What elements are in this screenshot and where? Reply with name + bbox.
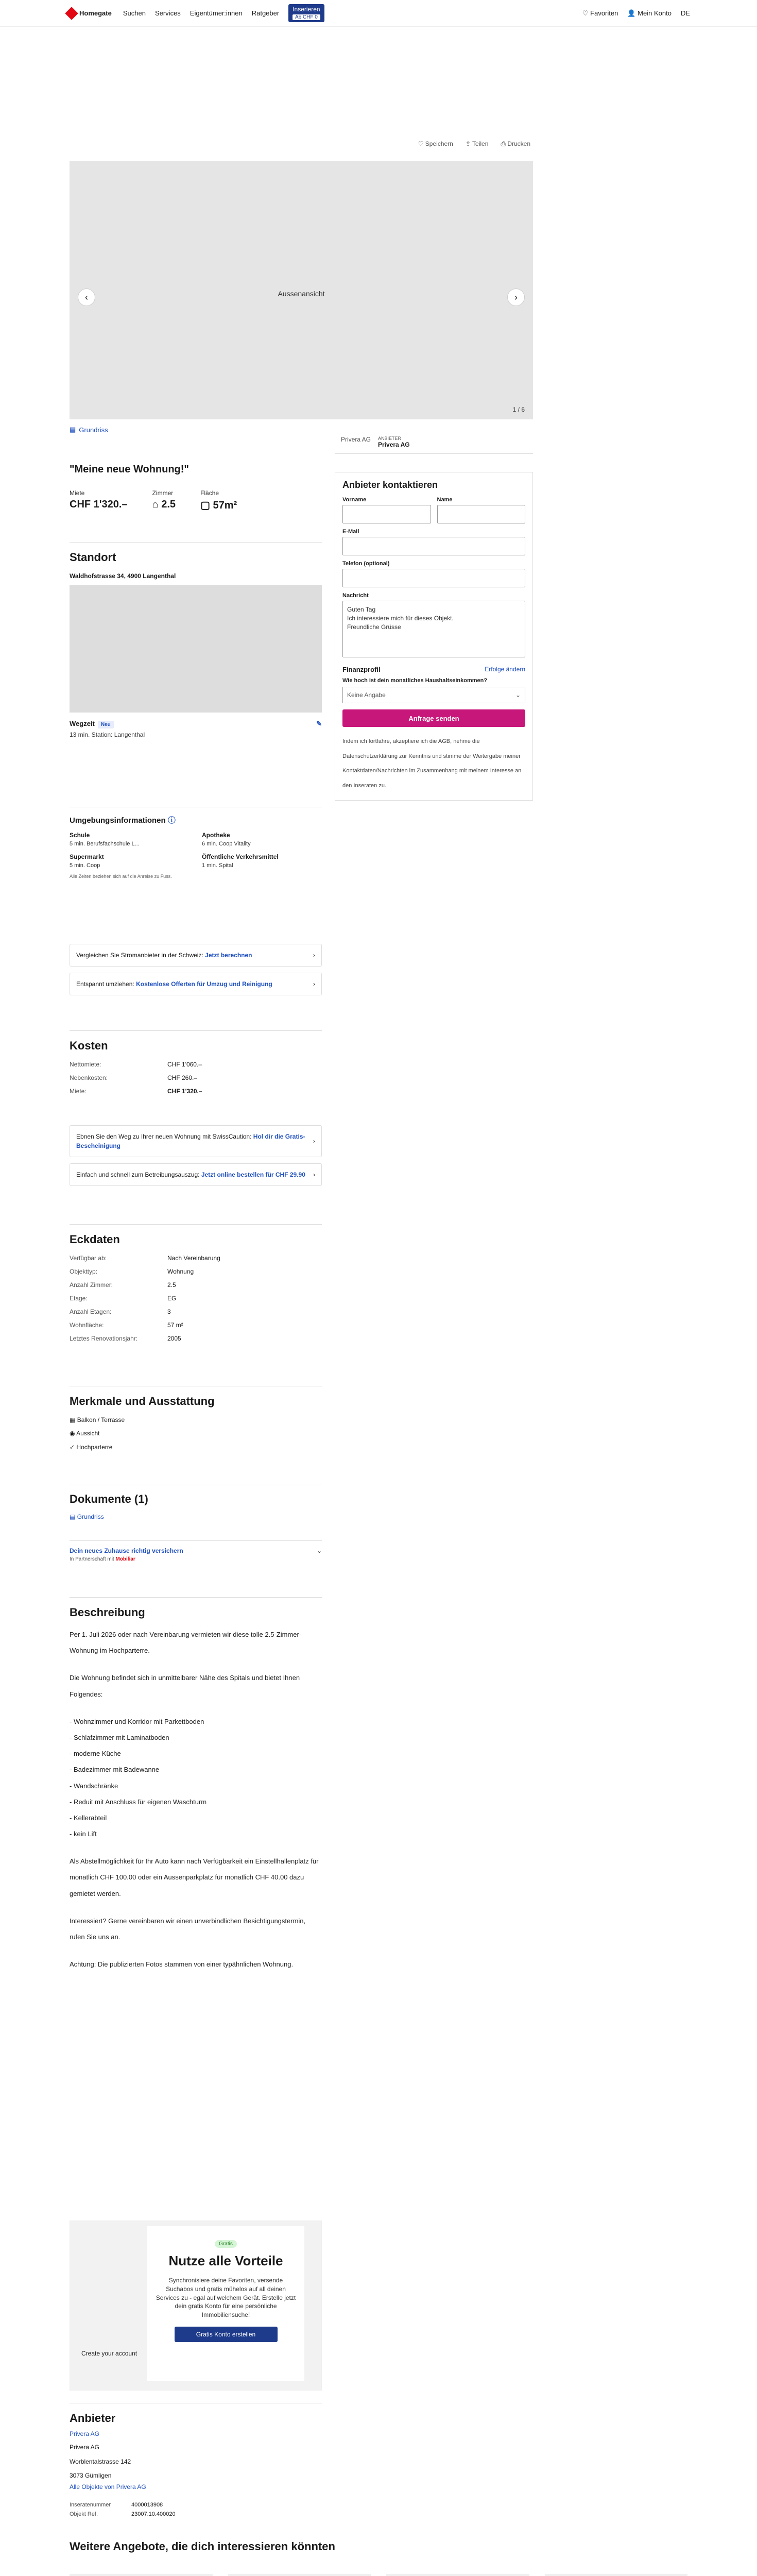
promo-list-2 [70, 1125, 322, 1186]
language-select[interactable]: DE [680, 9, 690, 17]
homegate-logo[interactable]: Homegate [67, 9, 112, 18]
offer-card[interactable] [386, 2574, 529, 2576]
costs-section: Kosten Nettomiete: CHF 1'060.– Nebenkosten: CHF 260.– Miete: CHF 1'320.– [70, 1030, 322, 1095]
logo-mark-icon [65, 7, 78, 20]
surroundings-section: Umgebungsinformationen ⓘ Schule 5 min. Berufsfachschule L... Apotheke 6 min. Coop Vitality Supermarkt 5 min. Coop Öffentliche Verkehrsmittel 1 min. Spital Alle Zeiten beziehen sich auf die Anreise zu Fuss. [70, 807, 322, 879]
heart-icon: ♡ [582, 9, 589, 17]
chevron-right-icon: › [313, 1171, 315, 1178]
contact-form: Anbieter kontaktieren Vorname Name E-Mail Telefon (optional) Nachricht Guten Tag Ich interessiere mich für dieses Objekt. Freundliche Grüsse Finanzprofil Erfolge ändern Wie hoch ist dein monatliches Haushaltseinkommen? Keine Angabe ⌄ Anfrage senden Indem ich fortfahre, akzeptiere ich die AGB, nehme die Datenschutzerklärung zur Kenntnis und stimme der Weitergabe meiner Kontaktdaten/Nachrichten im Zusammenhang mit meinem Interesse an den Inseraten zu. [335, 472, 533, 801]
chevron-right-icon: › [313, 980, 315, 988]
area-icon: ▢ [200, 500, 210, 511]
send-request-button[interactable]: Anfrage senden [342, 709, 525, 727]
gallery-counter: 1 / 6 [512, 406, 525, 413]
nav-ratgeber[interactable]: Ratgeber [251, 9, 280, 17]
provider-name-link[interactable]: Privera AG [70, 2430, 100, 2437]
nav-eigentuemer[interactable]: Eigentümer:innen [190, 9, 243, 17]
chevron-right-icon: › [313, 1138, 315, 1145]
promo-strom[interactable]: Vergleichen Sie Stromanbieter in der Schweiz: Jetzt berechnen › [70, 944, 322, 967]
promo-umzug[interactable]: Entspannt umziehen: Kostenlose Offerten für Umzug und Reinigung › [70, 973, 322, 995]
offer-card[interactable] [545, 2574, 688, 2576]
nav-services[interactable]: Services [154, 9, 181, 17]
print-button[interactable]: ⎙ Drucken [501, 140, 530, 147]
promo-list-1 [70, 944, 322, 995]
favorites-link[interactable]: ♡ Favoriten [582, 9, 618, 17]
listing-actions [418, 140, 530, 148]
contact-heading: Anbieter kontaktieren [342, 480, 438, 490]
insurance-banner[interactable]: Dein neues Zuhause richtig versichern In Partnerschaft mit Mobiliar ⌄ [70, 1540, 322, 1562]
description-section: Beschreibung Per 1. Juli 2026 oder nach Vereinbarung vermieten wir diese tolle 2.5-Zimmer-Wohnung im Hochparterre. Die Wohnung befindet sich in unmittelbarer Nähe des Spitals und bietet Ihnen Folgendes: - Wohnzimmer und Korridor mit Parkettboden - Schlafzimmer mit Laminatboden - moderne Küche - Badezimmer mit Badewanne - Wandschränke - Reduit mit Anschluss für eigenen Waschturm - Kellerabteil - kein Lift Als Abstellmöglichkeit für Ihr Auto kann nach Verfügbarkeit ein Einstellhallenplatz für monatlich CHF 100.00 oder ein Aussenparkplatz für monatlich CHF 40.00 dazu gemietet werden. Interessiert? Gerne vereinbaren wir einen unverbindlichen Besichtigungstermin, rufen Sie uns an. Achtung: Die publizierten Fotos stammen von einer typähnlichen Wohnung. [70, 1597, 322, 1984]
phone-input[interactable] [342, 569, 525, 587]
message-textarea[interactable]: Guten Tag Ich interessiere mich für dieses Objekt. Freundliche Grüsse [342, 601, 525, 657]
check-icon: ✓ [70, 1443, 75, 1451]
top-navigation [0, 0, 757, 27]
share-button[interactable]: ⇪ Teilen [465, 140, 489, 147]
provider-section: Anbieter Privera AG Privera AG Worblentalstrasse 142 3073 Gümligen Alle Objekte von Privera AG Inseratenummer 4000013908 Objekt Ref. 23007.10.400020 [70, 2403, 322, 2517]
offer-card[interactable] [70, 2574, 213, 2576]
user-icon: 👤 [627, 9, 636, 17]
key-facts: Miete CHF 1'320.– Zimmer ⌂ 2.5 Fläche ▢ 57m² [70, 489, 237, 511]
document-link[interactable]: ▤ Grundriss [70, 1513, 104, 1520]
gallery-caption: Aussenansicht [278, 290, 325, 298]
legal-notice: Indem ich fortfahre, akzeptiere ich die AGB, nehme die Datenschutzerklärung zur Kenntnis und stimme der Weitergabe meiner Kontaktdaten/Nachrichten im Zusammenhang mit meinem Interesse an den Inseraten zu. [342, 738, 522, 789]
details-section: Eckdaten Verfügbar ab: Nach Vereinbarung Objekttyp: Wohnung Anzahl Zimmer: 2.5 Etage: EG Anzahl Etagen: 3 Wohnfläche: 57 m² Letztes Renovationsjahr: 2005 [70, 1224, 322, 1342]
income-select[interactable]: Keine Angabe ⌄ [342, 687, 525, 703]
edit-icon[interactable]: ✎ [316, 720, 322, 727]
map[interactable] [70, 585, 322, 713]
info-icon[interactable]: ⓘ [167, 816, 176, 825]
view-icon: ◉ [70, 1430, 75, 1437]
features-section: Merkmale und Ausstattung ▦ Balkon / Terrasse ◉ Aussicht ✓ Hochparterre [70, 1386, 322, 1454]
floorplan-link[interactable]: ▤ Grundriss [70, 426, 108, 434]
offer-card[interactable] [228, 2574, 371, 2576]
chevron-right-icon: › [313, 952, 315, 959]
chevron-down-icon: ⌄ [515, 691, 521, 699]
advertisement: Create your account Gratis Nutze alle Vorteile Synchronisiere deine Favoriten, versende Suchabos und gratis mühelos auf all deinen Services zu - egal auf welchem Gerät. Erstelle jetzt dein gratis Konto für eine persönliche Immobiliensuche! Gratis Konto erstellen [70, 2221, 322, 2391]
last-name-input[interactable] [437, 505, 526, 523]
finance-edit-link[interactable]: Erfolge ändern [485, 666, 525, 673]
room-icon: ⌂ [152, 499, 159, 510]
provider-tag: Privera AG ANBIETER Privera AG [335, 431, 533, 454]
location-section: Standort Waldhofstrasse 34, 4900 Langenthal Wegzeit Neu ✎ 13 min. Station: Langenthal [70, 542, 322, 738]
document-icon: ▤ [70, 1513, 76, 1520]
image-gallery[interactable] [70, 161, 533, 419]
all-listings-link[interactable]: Alle Objekte von Privera AG [70, 2483, 146, 2490]
address: Waldhofstrasse 34, 4900 Langenthal [70, 572, 176, 580]
document-icon: ▤ [70, 426, 76, 433]
chevron-down-icon: ⌄ [316, 1547, 322, 1554]
more-offers-section: Weitere Angebote, die dich interessieren könnten [70, 2540, 687, 2576]
account-link[interactable]: 👤 Mein Konto [627, 9, 672, 17]
new-badge: Neu [98, 721, 114, 728]
route-info: 13 min. Station: Langenthal [70, 731, 145, 738]
first-name-input[interactable] [342, 505, 431, 523]
nav-suchen[interactable]: Suchen [123, 9, 146, 17]
gallery-next-icon[interactable]: › [507, 289, 525, 306]
create-account-button[interactable]: Gratis Konto erstellen [175, 2327, 278, 2342]
balcony-icon: ▦ [70, 1416, 76, 1423]
documents-section: Dokumente (1) ▤ Grundriss [70, 1484, 322, 1520]
save-button[interactable]: ♡ Speichern [418, 140, 453, 147]
promo-swisscaution[interactable]: Ebnen Sie den Weg zu Ihrer neuen Wohnung mit SwissCaution: Hol dir die Gratis-Bescheinigung › [70, 1125, 322, 1157]
promo-betreibung[interactable]: Einfach und schnell zum Betreibungsauszug: Jetzt online bestellen für CHF 29.90 › [70, 1163, 322, 1186]
inserieren-button[interactable]: Inserieren Ab CHF 0 [288, 4, 324, 22]
listing-title: "Meine neue Wohnung!" [70, 464, 189, 475]
gallery-prev-icon[interactable]: ‹ [78, 289, 95, 306]
email-input[interactable] [342, 537, 525, 555]
